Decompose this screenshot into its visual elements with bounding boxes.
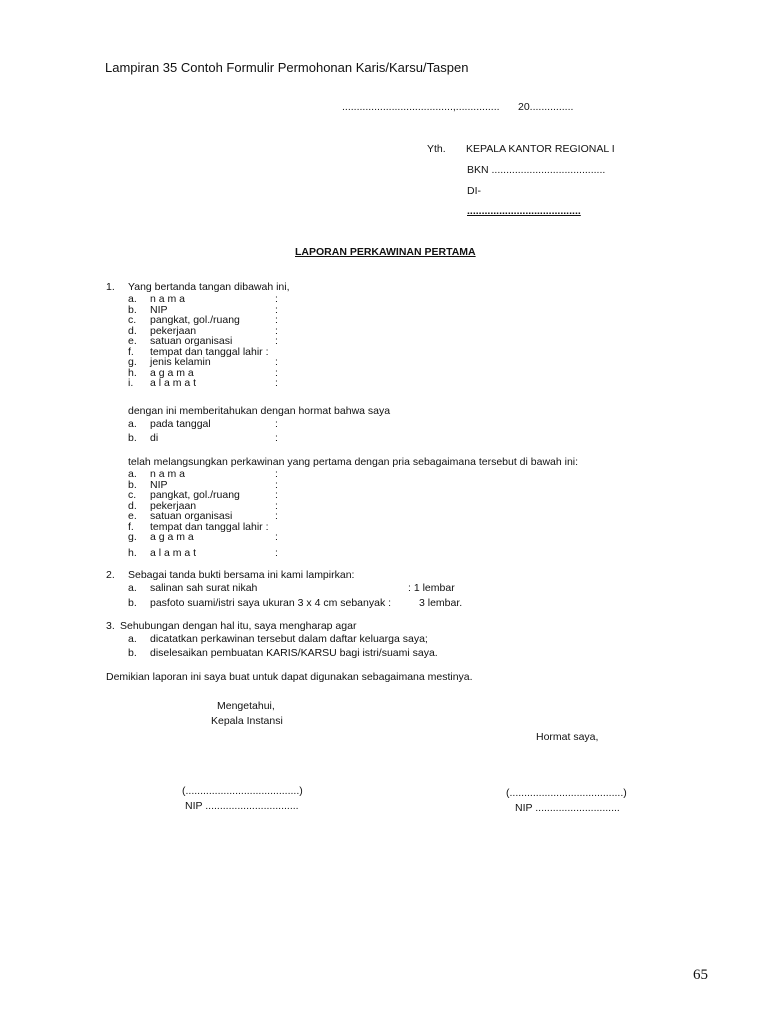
field-letter: e. xyxy=(128,335,137,347)
field-letter: a. xyxy=(128,468,137,480)
field-letter: f. xyxy=(128,345,134,358)
field-letter: a. xyxy=(128,418,137,430)
section-2-intro: Sebagai tanda bukti bersama ini kami lampirkan: xyxy=(128,569,355,581)
field-label: pangkat, gol./ruang xyxy=(150,489,240,501)
section-1-number: 1. xyxy=(106,281,115,293)
section-3-item-text: diselesaikan pembuatan KARIS/KARSU bagi istri/suami saya. xyxy=(150,647,438,659)
field-letter: g. xyxy=(128,356,137,368)
field-letter: d. xyxy=(128,324,137,337)
field-colon: : xyxy=(275,314,278,326)
addressee-yth: Yth. xyxy=(427,143,446,155)
section-2-item-qty: 3 lembar. xyxy=(419,597,463,609)
field-letter: c. xyxy=(128,314,137,326)
section-2-number: 2. xyxy=(106,569,115,581)
document-title: LAPORAN PERKAWINAN PERTAMA xyxy=(295,246,476,258)
addressee-line-1: KEPALA KANTOR REGIONAL I xyxy=(466,143,615,155)
field-label: a g a m a xyxy=(150,366,194,379)
field-colon: : xyxy=(275,478,278,491)
section-3-item-text: dicatatkan perkawinan tersebut dalam daftar keluarga saya; xyxy=(150,633,428,645)
place-date-line: ......................................,............... xyxy=(342,101,500,113)
section-2-item-letter: b. xyxy=(128,597,137,609)
field-colon: : xyxy=(275,366,278,379)
field-label: NIP xyxy=(150,478,168,491)
field-letter: b. xyxy=(128,303,137,316)
section-2-item-letter: a. xyxy=(128,582,137,594)
field-label: di xyxy=(150,432,159,444)
field-letter: g. xyxy=(128,531,137,543)
page-number: 65 xyxy=(693,967,708,983)
notify-text: dengan ini memberitahukan dengan hormat bahwa saya xyxy=(128,405,391,417)
field-letter: i. xyxy=(128,377,134,389)
field-colon: : xyxy=(275,377,278,389)
field-colon: : xyxy=(275,335,278,347)
field-colon: : xyxy=(275,324,278,337)
field-colon: : xyxy=(275,293,278,305)
field-label: pada tanggal xyxy=(150,418,211,430)
right-signature-name: (.......................................) xyxy=(506,787,627,799)
field-colon: : xyxy=(275,432,278,444)
section-3-item-letter: a. xyxy=(128,633,137,645)
field-colon: : xyxy=(275,546,278,559)
field-label: satuan organisasi xyxy=(150,335,233,347)
addressee-line-3: DI- xyxy=(467,185,481,197)
field-label: n a m a xyxy=(150,293,186,305)
document-caption: Lampiran 35 Contoh Formulir Permohonan Karis/Karsu/Taspen xyxy=(105,60,469,75)
field-letter: f. xyxy=(128,520,134,533)
section-3-item-letter: b. xyxy=(128,647,137,659)
field-letter: b. xyxy=(128,478,137,491)
field-letter: b. xyxy=(128,432,137,444)
field-label: pekerjaan xyxy=(150,499,197,512)
section-2-item-qty: : 1 lembar xyxy=(408,582,455,594)
field-label: NIP xyxy=(150,303,168,316)
field-label: a g a m a xyxy=(150,531,194,543)
field-colon: : xyxy=(275,418,278,430)
field-letter: a. xyxy=(128,293,137,305)
right-signature-nip: NIP ............................. xyxy=(515,802,620,814)
field-colon: : xyxy=(275,489,278,501)
closing-statement: Demikian laporan ini saya buat untuk dapat digunakan sebagaimana mestinya. xyxy=(106,671,473,683)
field-label: tempat dan tanggal lahir : xyxy=(150,520,269,533)
field-label: pangkat, gol./ruang xyxy=(150,314,240,326)
acknowledged-label: Mengetahui, xyxy=(217,700,275,712)
field-colon: : xyxy=(275,510,278,522)
section-2-item-text: pasfoto suami/istri saya ukuran 3 x 4 cm sebanyak : xyxy=(150,597,392,609)
section-3-intro: Sehubungan dengan hal itu, saya mengharap agar xyxy=(120,620,357,632)
field-label: a l a m a t xyxy=(150,546,197,559)
field-label: jenis kelamin xyxy=(150,356,211,368)
field-colon: : xyxy=(275,468,278,480)
field-colon: : xyxy=(275,303,278,316)
field-letter: h. xyxy=(128,366,137,379)
field-letter: h. xyxy=(128,546,137,559)
field-letter: d. xyxy=(128,499,137,512)
left-signature-nip: NIP ................................ xyxy=(185,800,299,812)
field-label: pekerjaan xyxy=(150,324,197,337)
field-colon: : xyxy=(275,499,278,512)
left-signature-name: (.......................................) xyxy=(182,785,303,797)
sincerely-label: Hormat saya, xyxy=(536,731,599,743)
field-letter: c. xyxy=(128,489,137,501)
section-2-item-text: salinan sah surat nikah xyxy=(150,582,258,594)
section-1-intro: Yang bertanda tangan dibawah ini, xyxy=(128,281,290,293)
addressee-line-2: BKN ....................................... xyxy=(467,164,606,176)
addressee-line-4: ....................................... xyxy=(467,205,581,217)
year-line: 20............... xyxy=(518,101,574,113)
married-text: telah melangsungkan perkawinan yang pertama dengan pria sebagaimana tersebut di bawah ini: xyxy=(128,456,579,468)
field-label: a l a m a t xyxy=(150,377,197,389)
field-label: satuan organisasi xyxy=(150,510,233,522)
field-letter: e. xyxy=(128,510,137,522)
field-label: n a m a xyxy=(150,468,186,480)
section-3-number: 3. xyxy=(106,620,115,632)
field-label: tempat dan tanggal lahir : xyxy=(150,345,269,358)
field-colon: : xyxy=(275,356,278,368)
field-colon: : xyxy=(275,531,278,543)
head-of-agency-label: Kepala Instansi xyxy=(211,715,283,727)
